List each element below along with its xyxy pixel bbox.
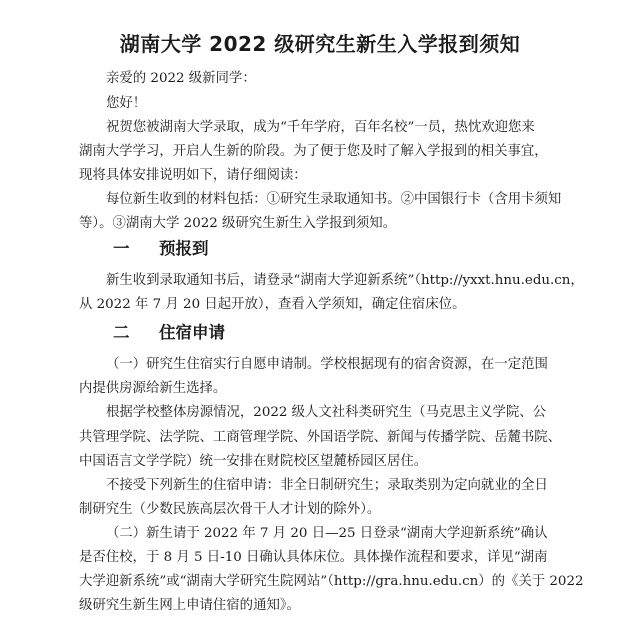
document-title: 湖南大学 2022 级研究生新生入学报到须知 <box>119 32 521 56</box>
section1-line: 新生收到录取通知书后，请登录“湖南大学迎新系统”（http://yxxt.hnu.edu.cn， <box>106 273 584 288</box>
section2-para3-line: 不接受下列新生的住宿申请：非全日制研究生；录取类别为定向就业的全日 <box>106 478 548 493</box>
section2-para3-line: 制研究生（少数民族高层次骨干人才计划的除外）。 <box>79 502 381 517</box>
materials-line: 等）。③湖南大学 2022 级研究生新生入学报到须知。 <box>79 216 397 231</box>
section2-para4-line: 是否住校，于 8 月 5 日-10 日确认具体床位。具体操作流程和要求，详见“湖南 <box>79 550 548 565</box>
intro-line: 湖南大学学习，开启人生新的阶段。为了便于您及时了解入学报到的相关事宜， <box>79 144 548 159</box>
section-title: 预报到 <box>159 239 209 258</box>
materials-line: 每位新生收到的材料包括：①研究生录取通知书。②中国银行卡（含用卡须知 <box>106 192 562 207</box>
section2-para4-line: 大学迎新系统”或“湖南大学研究生院网站”（http://gra.hnu.edu.cn）的《关于 2022 <box>79 574 584 589</box>
section2-para1-line: 内提供房源给新生选择。 <box>79 381 227 396</box>
section2-para2-line: 共管理学院、法学院、工商管理学院、外国语学院、新闻与传播学院、岳麓书院、 <box>79 430 562 445</box>
salutation: 亲爱的 2022 级新同学： <box>106 71 256 86</box>
section1-line: 从 2022 年 7 月 20 日起开放），查看入学须知，确定住宿床位。 <box>79 297 466 312</box>
section2-para2-line: 根据学校整体房源情况，2022 级人文社科类研究生（马克思主义学院、公 <box>106 405 547 420</box>
hello: 您好！ <box>106 96 147 111</box>
section2-para4-line: 级研究生新生网上申请住宿的通知》。 <box>79 598 300 613</box>
intro-line: 祝贺您被湖南大学录取，成为“千年学府，百年名校”一员，热忱欢迎您来 <box>106 120 535 135</box>
section2-para1-line: （一）研究生住宿实行自愿申请制。学校根据现有的宿舍资源，在一定范围 <box>106 357 548 372</box>
section2-para4-line: （二）新生请于 2022 年 7 月 20 日—25 日登录“湖南大学迎新系统”确认 <box>106 526 548 541</box>
section-heading-accommodation <box>113 322 225 344</box>
section-heading-preregistration <box>113 238 209 260</box>
section-number: 二 <box>113 323 130 342</box>
section-title: 住宿申请 <box>159 323 225 342</box>
section-number: 一 <box>113 239 130 258</box>
section2-para2-line: 中国语言文学学院）统一安排在财院校区望麓桥园区居住。 <box>79 454 428 469</box>
intro-line: 现将具体安排说明如下，请仔细阅读： <box>79 168 307 183</box>
